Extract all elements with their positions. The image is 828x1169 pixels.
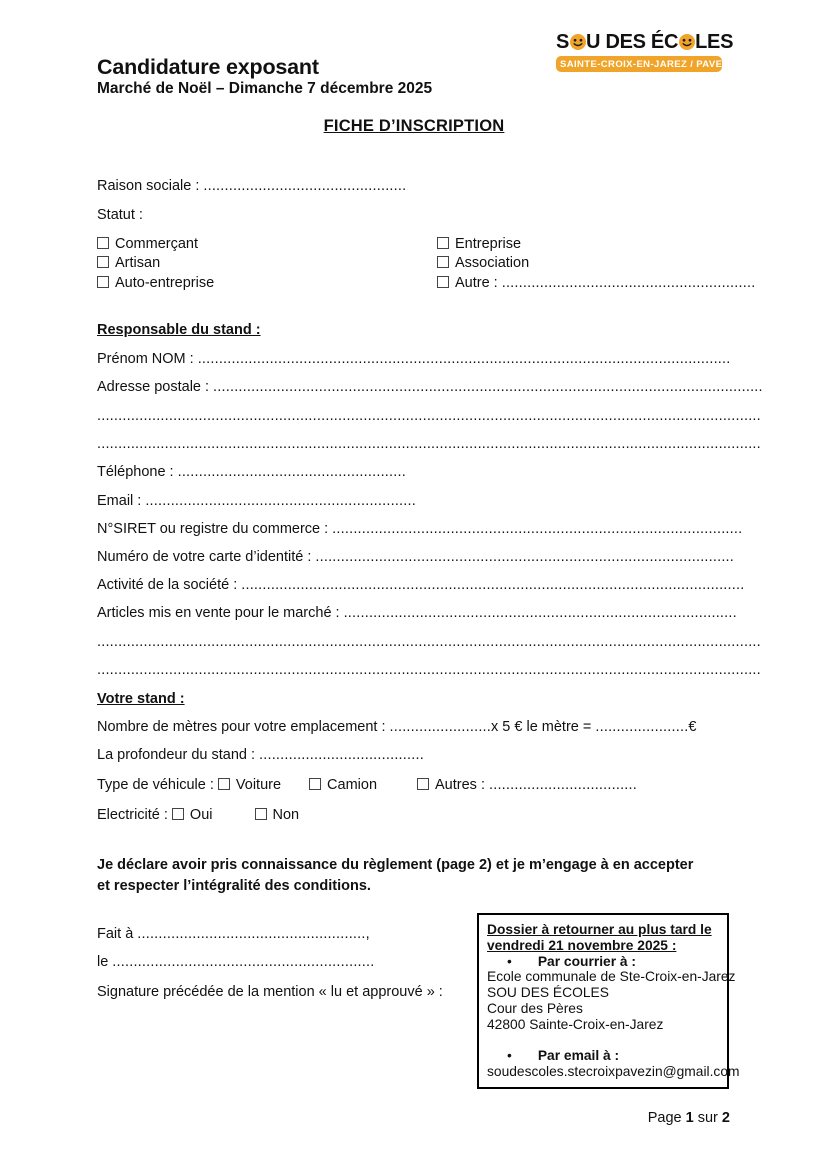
spacer (487, 1033, 719, 1049)
section-stand-heading: Votre stand : (97, 691, 185, 707)
prenom-nom-label: Prénom NOM : (97, 351, 194, 367)
statut-option-association (437, 255, 529, 272)
vehicule-autres-blank: ................................... (488, 777, 637, 793)
field-prenom-nom (97, 351, 731, 368)
field-date (97, 954, 374, 971)
fait-a-blank: ......................................................, (137, 926, 370, 942)
logo-letters-end: LES (695, 31, 734, 53)
articles-label: Articles mis en vente pour le marché : (97, 605, 340, 621)
field-adresse-postale (97, 379, 763, 396)
email-blank: ................................................................ (145, 493, 416, 509)
adresse-postale-blank: .................................................................................................................................. (213, 379, 763, 395)
field-telephone (97, 464, 406, 481)
checkbox-electricite-non[interactable] (255, 808, 267, 820)
statut-option-artisan (97, 255, 160, 272)
autre-blank: ............................................................ (501, 275, 756, 291)
total-blank: ...................... (595, 719, 689, 735)
adresse-extra-line: ............................................................................................................................................................. (97, 408, 761, 424)
field-electricite (97, 807, 299, 824)
electricite-option-label: Non (272, 807, 300, 823)
page-number-prefix: Page (647, 1110, 682, 1126)
raison-sociale-blank: ................................................ (203, 178, 407, 194)
courrier-bullet-line (487, 954, 719, 970)
statut-option-label: Commerçant (115, 236, 198, 252)
vehicule-autres-label: Autres : (435, 777, 485, 793)
page-subtitle: Marché de Noël – Dimanche 7 décembre 2025 (97, 80, 433, 97)
checkbox-vehicule-autres[interactable] (417, 778, 429, 790)
field-fait-a (97, 926, 370, 943)
address-line: Cour des Pères (487, 1000, 583, 1016)
address-line: Ecole communale de Ste-Croix-en-Jarez (487, 969, 736, 985)
page-number-sep: sur (697, 1110, 718, 1126)
page-number-total: 2 (721, 1110, 730, 1126)
logo-letter-s: S (556, 31, 570, 53)
date-blank: .............................................................. (112, 954, 375, 970)
checkbox-artisan[interactable] (97, 256, 109, 268)
page-number (648, 1110, 730, 1127)
articles-blank: ............................................................................................. (343, 605, 737, 621)
checkbox-autre[interactable] (437, 276, 449, 288)
email-label: Email : (97, 493, 142, 509)
field-siret (97, 521, 742, 538)
field-profondeur (97, 747, 424, 764)
field-activite (97, 577, 744, 594)
articles-extra-line: ............................................................................................................................................................. (97, 662, 761, 678)
electricite-option-label: Oui (189, 807, 213, 823)
address-line: 42800 Sainte-Croix-en-Jarez (487, 1016, 664, 1032)
checkbox-commercant[interactable] (97, 237, 109, 249)
field-type-vehicule (97, 777, 637, 794)
statut-option-entreprise (437, 236, 521, 253)
checkbox-camion[interactable] (309, 778, 321, 790)
profondeur-label: La profondeur du stand : (97, 747, 256, 763)
field-carte-identite (97, 549, 734, 566)
statut-option-label: Auto-entreprise (115, 275, 215, 291)
email-return-label: Par email à : (537, 1048, 620, 1064)
statut-option-autre (437, 275, 755, 292)
electricite-label: Electricité : (97, 807, 168, 823)
telephone-blank: ...................................................... (177, 464, 406, 480)
sou-des-ecoles-logo (556, 31, 739, 72)
vehicule-option-label: Camion (327, 777, 378, 793)
checkbox-electricite-oui[interactable] (172, 808, 184, 820)
page-title: Candidature exposant (97, 55, 319, 79)
siret-label: N°SIRET ou registre du commerce : (97, 521, 329, 537)
courrier-label: Par courrier à : (537, 953, 636, 969)
form-title: FICHE D’INSCRIPTION (323, 117, 505, 135)
logo-banner: SAINTE-CROIX-EN-JAREZ / PAVEZIN (556, 56, 722, 72)
field-raison-sociale (97, 178, 406, 195)
section-responsable-heading: Responsable du stand : (97, 322, 261, 338)
statut-option-commercant (97, 236, 198, 253)
activite-label: Activité de la société : (97, 577, 238, 593)
checkbox-auto-entreprise[interactable] (97, 276, 109, 288)
telephone-label: Téléphone : (97, 464, 174, 480)
raison-sociale-label: Raison sociale : (97, 178, 200, 194)
return-deadline-line2: vendredi 21 novembre 2025 : (487, 937, 677, 953)
field-nombre-metres (97, 719, 697, 736)
return-email-address: soudescoles.stecroixpavezin@gmail.com (487, 1064, 740, 1080)
checkbox-entreprise[interactable] (437, 237, 449, 249)
adresse-postale-label: Adresse postale : (97, 379, 210, 395)
signature-mention: Signature précédée de la mention « lu et approuvé » : (97, 984, 443, 1000)
articles-extra-line: ............................................................................................................................................................. (97, 634, 761, 650)
checkbox-association[interactable] (437, 256, 449, 268)
smiley-o-icon (679, 34, 695, 50)
checkbox-voiture[interactable] (218, 778, 230, 790)
bullet-icon: • (507, 953, 512, 969)
type-vehicule-label: Type de véhicule : (97, 777, 214, 793)
autre-label: Autre : (455, 275, 498, 291)
prix-metre-label: x 5 € le mètre = (491, 719, 592, 735)
logo-wordmark (556, 31, 734, 54)
nombre-metres-label: Nombre de mètres pour votre emplacement : (97, 719, 386, 735)
statut-option-label: Entreprise (455, 236, 522, 252)
statut-option-auto-entreprise (97, 275, 214, 292)
profondeur-blank: ....................................... (259, 747, 424, 763)
statut-option-label: Association (455, 255, 530, 271)
carte-identite-label: Numéro de votre carte d’identité : (97, 549, 312, 565)
prenom-nom-blank: .............................................................................................................................. (197, 351, 731, 367)
return-instructions-box (477, 913, 740, 1089)
vehicule-option-label: Voiture (235, 777, 282, 793)
siret-blank: ................................................................................................. (332, 521, 743, 537)
statut-label: Statut : (97, 207, 143, 223)
field-articles (97, 605, 737, 622)
fait-a-label: Fait à (97, 926, 134, 942)
activite-blank: ....................................................................................................................... (241, 577, 745, 593)
nombre-metres-blank: ........................ (389, 719, 492, 735)
smiley-o-icon (570, 34, 586, 50)
page-number-current: 1 (685, 1110, 694, 1126)
address-line: SOU DES ÉCOLES (487, 985, 609, 1001)
carte-identite-blank: ................................................................................................... (315, 549, 735, 565)
adresse-extra-line: ............................................................................................................................................................. (97, 436, 761, 452)
bullet-icon: • (507, 1048, 512, 1064)
email-bullet-line (487, 1048, 719, 1064)
logo-letters-mid: U DES ÉC (586, 31, 679, 53)
return-deadline-line1: Dossier à retourner au plus tard le (487, 922, 712, 937)
declaration-text: Je déclare avoir pris connaissance du règlement (page 2) et je m’engage à en accepter et respecter l’intégralité des conditions. (97, 857, 694, 894)
date-label: le (97, 954, 109, 970)
statut-option-label: Artisan (115, 255, 161, 271)
field-email (97, 493, 416, 510)
euro-sign: € (688, 719, 697, 735)
